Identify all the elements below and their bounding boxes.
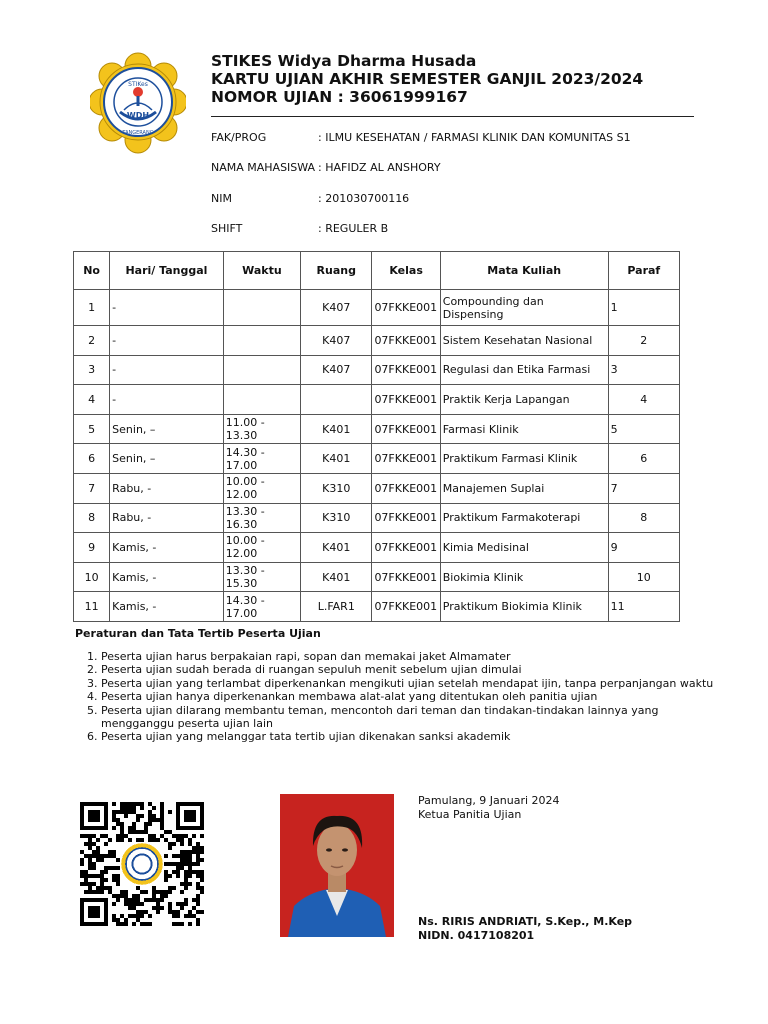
- rules-title: Peraturan dan Tata Tertib Peserta Ujian: [75, 627, 321, 640]
- column-header: Mata Kuliah: [440, 252, 608, 290]
- cell-day: Rabu, -: [110, 473, 224, 503]
- cell-initial: 2: [608, 326, 679, 356]
- cell-no: 3: [74, 355, 110, 385]
- cell-class: 07FKKE001: [372, 444, 440, 474]
- info-label: FAK/PROG: [211, 131, 267, 144]
- cell-course: Praktik Kerja Lapangan: [440, 385, 608, 415]
- sign-place-date: Pamulang, 9 Januari 2024: [418, 794, 560, 807]
- cell-course: Biokimia Klinik: [440, 562, 608, 592]
- cell-no: 4: [74, 385, 110, 415]
- list-item: 5. Peserta ujian dilarang membantu teman, mencontoh dari teman dan tindakan-tindakan lainnya yang mengganggu peserta ujian lain: [101, 704, 721, 731]
- cell-initial: 8: [608, 503, 679, 533]
- cell-day: Rabu, -: [110, 503, 224, 533]
- cell-day: -: [110, 326, 224, 356]
- list-item: 1. Peserta ujian harus berpakaian rapi, sopan dan memakai jaket Almamater: [101, 650, 721, 663]
- table-row: [74, 326, 680, 356]
- cell-day: -: [110, 385, 224, 415]
- cell-class: 07FKKE001: [372, 355, 440, 385]
- cell-time: 13.30 - 15.30: [223, 562, 300, 592]
- cell-class: 07FKKE001: [372, 592, 440, 622]
- svg-text:STIKes: STIKes: [128, 81, 148, 88]
- table-row: [74, 533, 680, 563]
- person-portrait-icon: [280, 794, 394, 937]
- cell-course: Praktikum Farmasi Klinik: [440, 444, 608, 474]
- cell-class: 07FKKE001: [372, 414, 440, 444]
- cell-room: K407: [301, 355, 372, 385]
- cell-class: 07FKKE001: [372, 385, 440, 415]
- cell-day: Kamis, -: [110, 592, 224, 622]
- cell-no: 11: [74, 592, 110, 622]
- exam-schedule-table: [73, 251, 680, 622]
- cell-initial: 7: [608, 473, 679, 503]
- cell-course: Compounding dan Dispensing: [440, 290, 608, 326]
- column-header: No: [74, 252, 110, 290]
- university-seal-icon: [90, 52, 186, 156]
- cell-course: Praktikum Farmakoterapi: [440, 503, 608, 533]
- table-row: [74, 562, 680, 592]
- cell-day: Senin, –: [110, 414, 224, 444]
- table-header-row: [74, 252, 680, 290]
- cell-room: K401: [301, 562, 372, 592]
- cell-class: 07FKKE001: [372, 533, 440, 563]
- cell-no: 10: [74, 562, 110, 592]
- cell-time: [223, 290, 300, 326]
- cell-no: 5: [74, 414, 110, 444]
- cell-day: Senin, –: [110, 444, 224, 474]
- school-name: STIKES Widya Dharma Husada: [211, 52, 477, 70]
- column-header: Ruang: [301, 252, 372, 290]
- cell-course: Manajemen Suplai: [440, 473, 608, 503]
- list-item: 4. Peserta ujian hanya diperkenankan membawa alat-alat yang ditentukan oleh panitia ujian: [101, 690, 721, 703]
- cell-day: -: [110, 355, 224, 385]
- cell-time: 10.00 - 12.00: [223, 473, 300, 503]
- cell-initial: 10: [608, 562, 679, 592]
- info-label: SHIFT: [211, 222, 243, 235]
- svg-text:TANGERANG: TANGERANG: [122, 130, 154, 136]
- cell-time: 14.30 - 17.00: [223, 444, 300, 474]
- list-item: 3. Peserta ujian yang terlambat diperkenankan mengikuti ujian setelah mendapat ijin, tanpa perpanjangan waktu: [101, 677, 721, 690]
- table-row: [74, 592, 680, 622]
- cell-class: 07FKKE001: [372, 503, 440, 533]
- cell-time: [223, 385, 300, 415]
- cell-no: 9: [74, 533, 110, 563]
- cell-course: Regulasi dan Etika Farmasi: [440, 355, 608, 385]
- table-row: [74, 503, 680, 533]
- cell-room: K407: [301, 326, 372, 356]
- table-row: [74, 414, 680, 444]
- list-item: 2. Peserta ujian sudah berada di ruangan sepuluh menit sebelum ujian dimulai: [101, 663, 721, 676]
- student-photo: [280, 794, 394, 937]
- cell-day: Kamis, -: [110, 533, 224, 563]
- svg-text:WDH: WDH: [126, 111, 150, 120]
- table-row: [74, 473, 680, 503]
- cell-no: 6: [74, 444, 110, 474]
- column-header: Hari/ Tanggal: [110, 252, 224, 290]
- cell-time: [223, 355, 300, 385]
- info-label: NIM: [211, 192, 232, 205]
- cell-day: Kamis, -: [110, 562, 224, 592]
- cell-time: [223, 326, 300, 356]
- cell-no: 8: [74, 503, 110, 533]
- cell-no: 2: [74, 326, 110, 356]
- column-header: Paraf: [608, 252, 679, 290]
- exam-number: NOMOR UJIAN : 36061999167: [211, 88, 468, 106]
- cell-initial: 11: [608, 592, 679, 622]
- cell-class: 07FKKE001: [372, 290, 440, 326]
- cell-time: 13.30 - 16.30: [223, 503, 300, 533]
- cell-initial: 1: [608, 290, 679, 326]
- cell-time: 11.00 - 13.30: [223, 414, 300, 444]
- cell-initial: 5: [608, 414, 679, 444]
- cell-course: Praktikum Biokimia Klinik: [440, 592, 608, 622]
- cell-room: K401: [301, 533, 372, 563]
- cell-room: K401: [301, 414, 372, 444]
- cell-time: 10.00 - 12.00: [223, 533, 300, 563]
- cell-class: 07FKKE001: [372, 326, 440, 356]
- qr-code-icon: [80, 802, 204, 926]
- sign-role: Ketua Panitia Ujian: [418, 808, 522, 821]
- info-value: : REGULER B: [318, 222, 389, 235]
- cell-no: 7: [74, 473, 110, 503]
- table-row: [74, 290, 680, 326]
- cell-room: L.FAR1: [301, 592, 372, 622]
- cell-course: Kimia Medisinal: [440, 533, 608, 563]
- table-row: [74, 355, 680, 385]
- info-value: : ILMU KESEHATAN / FARMASI KLINIK DAN KOMUNITAS S1: [318, 131, 631, 144]
- cell-initial: 9: [608, 533, 679, 563]
- column-header: Kelas: [372, 252, 440, 290]
- info-value: : HAFIDZ AL ANSHORY: [318, 161, 441, 174]
- signatory-name: Ns. RIRIS ANDRIATI, S.Kep., M.Kep: [418, 915, 633, 928]
- cell-class: 07FKKE001: [372, 473, 440, 503]
- cell-time: 14.30 - 17.00: [223, 592, 300, 622]
- list-item: 6. Peserta ujian yang melanggar tata tertib ujian dikenakan sanksi akademik: [101, 730, 721, 743]
- cell-room: K310: [301, 473, 372, 503]
- cell-room: [301, 385, 372, 415]
- signatory-nidn: NIDN. 0417108201: [418, 929, 535, 942]
- header-divider: [211, 116, 694, 117]
- cell-day: -: [110, 290, 224, 326]
- table-row: [74, 444, 680, 474]
- cell-class: 07FKKE001: [372, 562, 440, 592]
- column-header: Waktu: [223, 252, 300, 290]
- cell-initial: 3: [608, 355, 679, 385]
- cell-no: 1: [74, 290, 110, 326]
- cell-initial: 6: [608, 444, 679, 474]
- card-header: [211, 52, 701, 106]
- info-label: NAMA MAHASISWA: [211, 161, 316, 174]
- cell-initial: 4: [608, 385, 679, 415]
- card-title: KARTU UJIAN AKHIR SEMESTER GANJIL 2023/2024: [211, 70, 644, 88]
- table-row: [74, 385, 680, 415]
- info-value: : 201030700116: [318, 192, 410, 205]
- cell-room: K310: [301, 503, 372, 533]
- rules-list: [75, 650, 721, 744]
- cell-course: Sistem Kesehatan Nasional: [440, 326, 608, 356]
- cell-course: Farmasi Klinik: [440, 414, 608, 444]
- cell-room: K407: [301, 290, 372, 326]
- cell-room: K401: [301, 444, 372, 474]
